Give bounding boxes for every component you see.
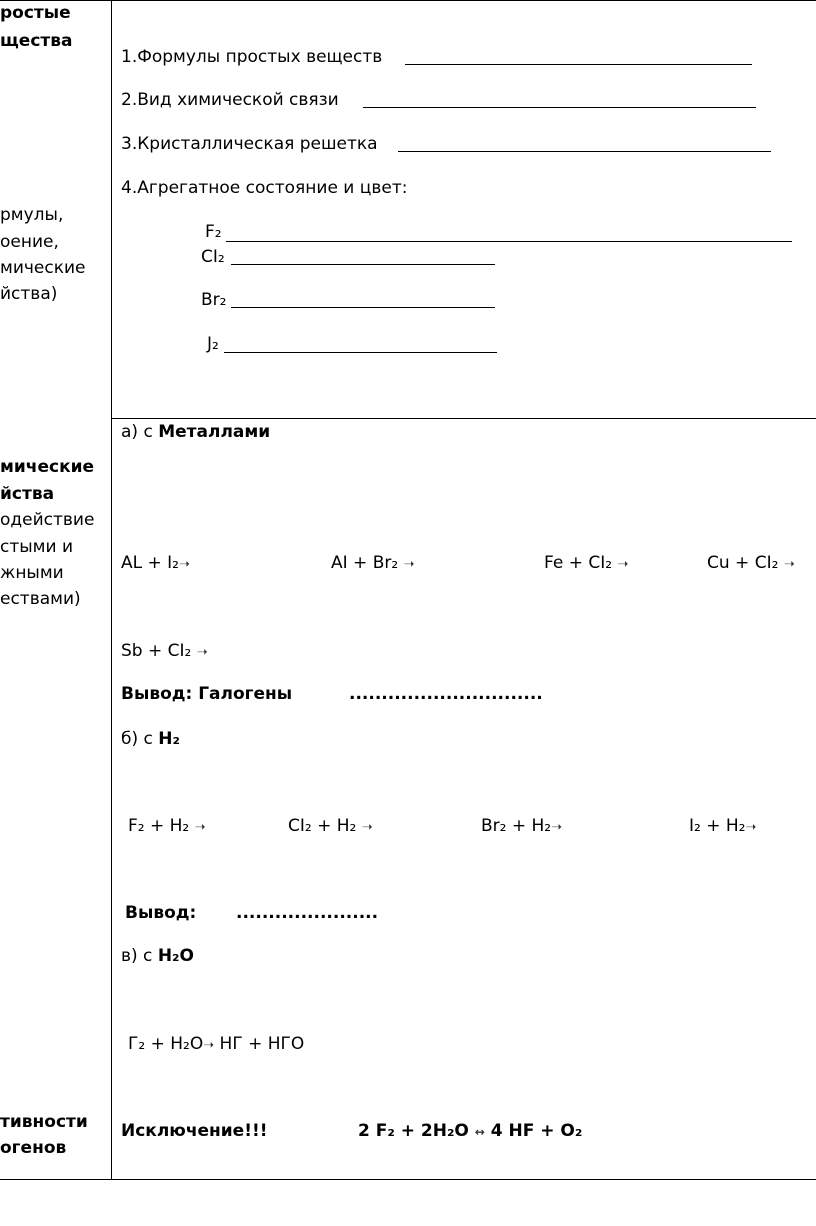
arrow-icon: ➝: [745, 820, 757, 835]
subheading-water-bold: H₂O: [157, 946, 194, 966]
arrow-icon: ➝: [361, 820, 373, 835]
left-section1-line3: рмулы,: [0, 205, 64, 225]
equation-fe-cl2-text: Fe + CI₂: [544, 553, 613, 573]
equation-i2-h2-text: I₂ + H₂: [689, 816, 746, 836]
equation-al-br2: [331, 553, 414, 573]
conclusion-hydrogen-label: Вывод:: [125, 903, 197, 923]
table-column-divider: [111, 0, 112, 1180]
conclusion-halogens-blank[interactable]: ..............................: [349, 684, 543, 704]
question-bond-type: 2.Вид химической связи: [121, 90, 339, 110]
arrow-icon: ➝: [194, 820, 206, 835]
answer-line-br2[interactable]: [231, 307, 495, 308]
equation-g2-h2o: [128, 1034, 304, 1054]
answer-line-cl2[interactable]: [231, 264, 495, 265]
left-section3-line2: огенов: [0, 1138, 67, 1158]
double-arrow-icon: ↔: [474, 1125, 485, 1139]
subheading-hydrogen-prefix: б) с: [121, 729, 159, 749]
table-row-divider-1: [111, 418, 816, 419]
exception-equation-right: 4 HF + O₂: [490, 1121, 583, 1141]
equation-f2-h2: [128, 816, 206, 836]
left-section1-line1: ростые: [0, 3, 71, 23]
left-section2-line2: йства: [0, 484, 55, 504]
answer-line-bond-type[interactable]: [363, 107, 756, 108]
subheading-water: [121, 946, 194, 966]
label-br2: Br₂: [201, 290, 227, 310]
exception-equation: [358, 1121, 582, 1141]
left-section2-line4: стыми и: [0, 537, 73, 557]
left-section3-line1: тивности: [0, 1112, 88, 1132]
equation-br2-h2-text: Br₂ + H₂: [481, 816, 552, 836]
exception-label: Исключение!!!: [121, 1121, 268, 1141]
equation-br2-h2: [481, 816, 562, 836]
subheading-metals-bold: Металлами: [158, 422, 271, 442]
subheading-metals: [121, 422, 270, 442]
equation-al-i2-text: AL + I₂: [121, 553, 179, 573]
left-section1-line6: йства): [0, 284, 58, 304]
left-section2-line1: мические: [0, 457, 95, 477]
arrow-icon: ➝: [783, 557, 795, 572]
arrow-icon: ➝: [551, 820, 563, 835]
answer-line-f2[interactable]: [226, 241, 792, 242]
equation-sb-cl2-text: Sb + CI₂: [121, 641, 192, 661]
question-state-color: 4.Агрегатное состояние и цвет:: [121, 178, 408, 198]
equation-g2-h2o-left: Г₂ + H₂O: [128, 1034, 204, 1054]
equation-f2-h2-text: F₂ + H₂: [128, 816, 190, 836]
subheading-metals-prefix: а) с: [121, 422, 159, 442]
equation-g2-h2o-right: НГ + НГО: [219, 1034, 305, 1054]
question-formulas: 1.Формулы простых веществ: [121, 47, 383, 67]
arrow-icon: ➝: [617, 557, 629, 572]
conclusion-halogens-label: Вывод: Галогены: [121, 684, 293, 704]
equation-al-br2-text: AI + Br₂: [331, 553, 399, 573]
equation-cl2-h2: [288, 816, 373, 836]
table-top-border: [0, 0, 816, 1]
left-section2-line6: ествами): [0, 589, 81, 609]
exception-equation-left: 2 F₂ + 2H₂O: [358, 1121, 469, 1141]
subheading-water-prefix: в) с: [121, 946, 158, 966]
answer-line-crystal-lattice[interactable]: [398, 151, 771, 152]
left-section2-line3: одействие: [0, 510, 95, 530]
arrow-icon: ➝: [203, 1038, 215, 1053]
label-f2: F₂: [205, 222, 222, 242]
label-cl2: CI₂: [201, 247, 225, 267]
equation-fe-cl2: [544, 553, 628, 573]
arrow-icon: ➝: [196, 645, 208, 660]
equation-al-i2: [121, 553, 190, 573]
equation-i2-h2: [689, 816, 756, 836]
subheading-hydrogen: [121, 729, 180, 749]
left-section1-line4: оение,: [0, 232, 59, 252]
arrow-icon: ➝: [178, 557, 190, 572]
subheading-hydrogen-bold: H₂: [158, 729, 180, 749]
equation-cu-cl2: [707, 553, 795, 573]
table-bottom-border: [0, 1179, 816, 1180]
conclusion-hydrogen-blank[interactable]: ......................: [236, 903, 379, 923]
arrow-icon: ➝: [403, 557, 415, 572]
left-section2-line5: жными: [0, 563, 64, 583]
left-section1-line2: щества: [0, 31, 73, 51]
equation-sb-cl2: [121, 641, 208, 661]
left-section1-line5: мические: [0, 258, 86, 278]
question-crystal-lattice: 3.Кристаллическая решетка: [121, 134, 378, 154]
equation-cl2-h2-text: CI₂ + H₂: [288, 816, 357, 836]
answer-line-formulas[interactable]: [405, 64, 752, 65]
equation-cu-cl2-text: Cu + CI₂: [707, 553, 779, 573]
answer-line-j2[interactable]: [224, 352, 497, 353]
label-j2: J₂: [207, 334, 219, 354]
